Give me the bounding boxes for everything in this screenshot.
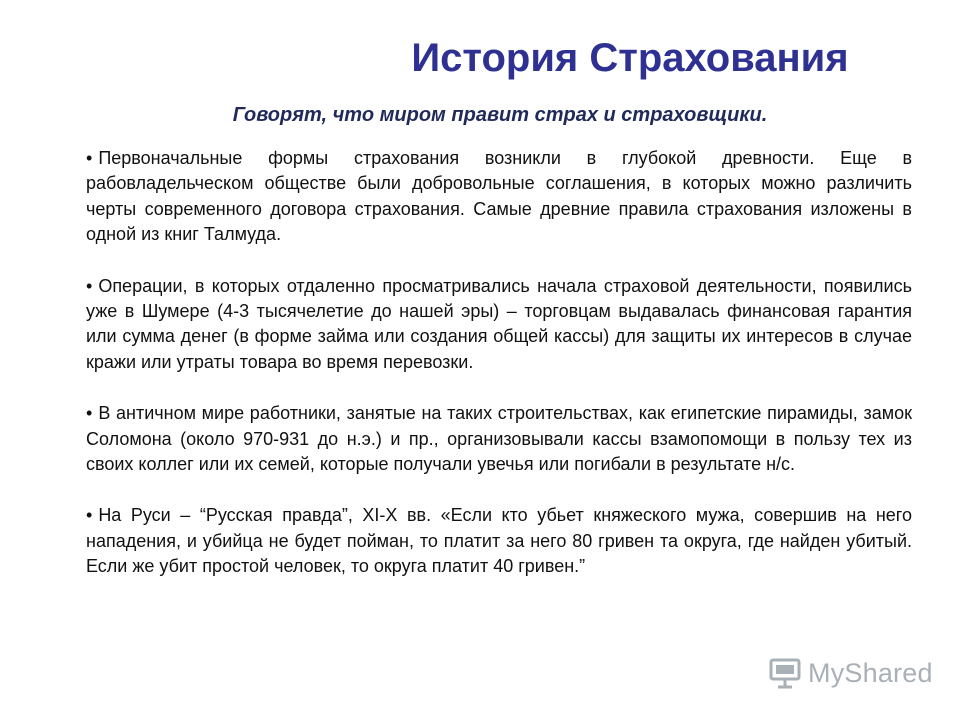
paragraph-rus [86, 503, 912, 579]
bullet-icon: • [86, 148, 93, 168]
paragraph-text: Первоначальные формы страхования возникли в глубокой древности. Еще в рабовладельческом обществе были добровольные соглашения, в которых можно различить черты современного договора страхования. Самые древние правила страхования изложены в одной из книг Талмуда. [86, 148, 912, 245]
slide-body [86, 146, 912, 606]
slide-subtitle: Говорят, что миром правит страх и страховщики. [232, 104, 768, 126]
paragraph-antiquity [86, 401, 912, 477]
watermark-logo[interactable] [768, 655, 933, 691]
bullet-icon: • [86, 505, 93, 526]
paragraph-ancient-forms [86, 146, 912, 248]
slide-title: История Страхования [411, 36, 849, 80]
bullet-icon: • [86, 403, 93, 424]
bullet-icon: • [86, 275, 93, 296]
paragraph-text: В античном мире работники, занятые на таких строительствах, как египетские пирамиды, замок Соломона (около 970-931 до н.э.) и пр., организовывали кассы взамопомощи в пользу тех из своих коллег или их семей, которые получали увечья или погибали в результате н/с. [86, 403, 912, 475]
presentation-board-icon [768, 656, 802, 690]
paragraph-text: На Руси – “Русская правда”, XI-X вв. «Если кто убьет княжеского мужа, совершив на него нападения, и убийца не будет пойман, то платит за него 80 гривен та округа, где найден убитый. Если же убит простой человек, то округа платит 40 гривен.” [86, 505, 912, 577]
paragraph-sumer [86, 274, 912, 376]
paragraph-text: Операции, в которых отдаленно просматривались начала страховой деятельности, появились уже в Шумере (4-3 тысячелетие до нашей эры) – торговцам выдавалась финансовая гарантия или сумма денег (в форме займа или создания общей кассы) для защиты их интересов в случае кражи или утраты товара во время перевозки. [86, 275, 912, 372]
watermark-text: MyShared [808, 657, 933, 688]
